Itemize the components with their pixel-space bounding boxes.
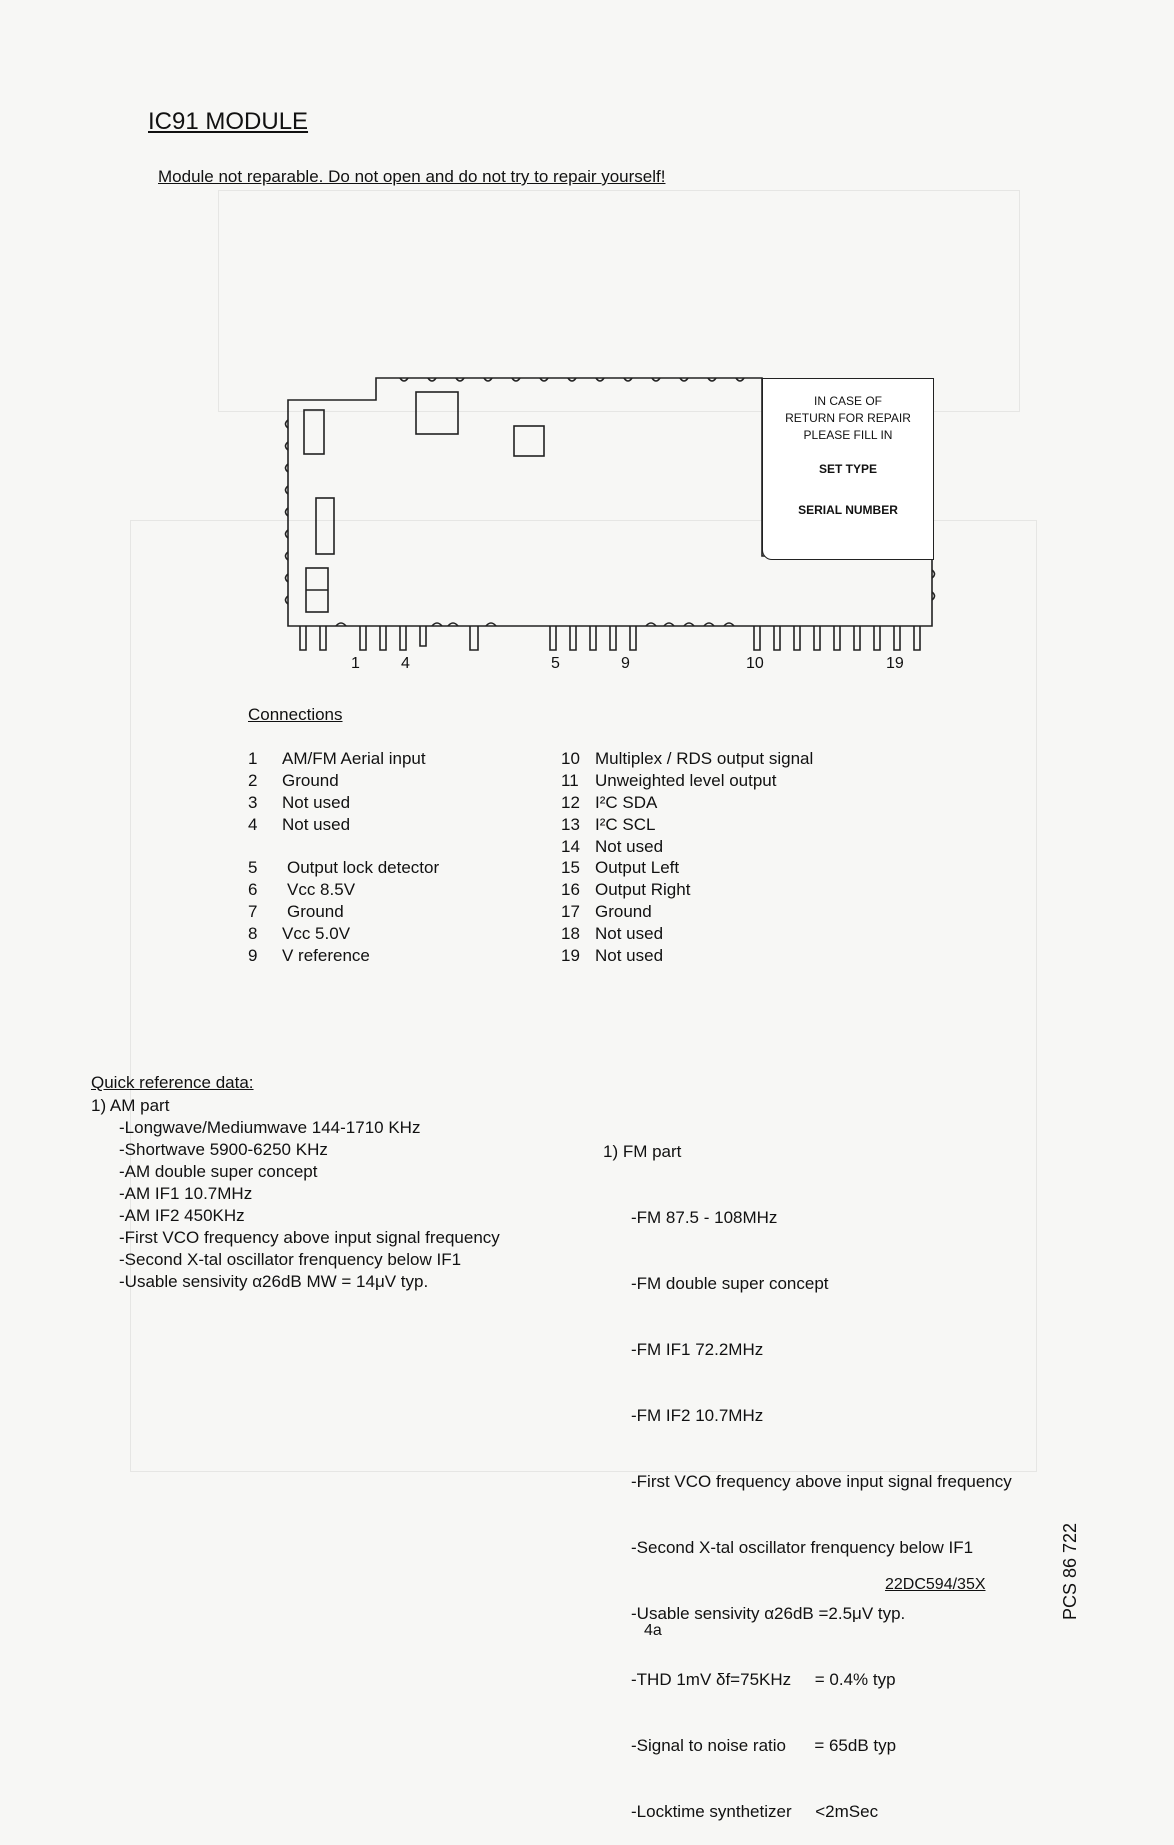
- am-spec-item: -AM IF1 10.7MHz: [119, 1184, 253, 1203]
- pin-function: Not used: [282, 793, 351, 812]
- pin-number: 6: [248, 880, 258, 899]
- pin-function: I²C SCL: [595, 815, 656, 834]
- pin-number: 10: [561, 749, 580, 768]
- pin-number: 17: [561, 902, 580, 921]
- connection-row: [561, 901, 652, 923]
- pin-function: I²C SDA: [595, 793, 658, 812]
- am-spec-item: -AM double super concept: [119, 1162, 318, 1181]
- pin-label-1: 1: [351, 655, 360, 672]
- page-number: 4a: [644, 1622, 662, 1639]
- repair-box-line3: PLEASE FILL IN: [803, 428, 893, 442]
- fm-spec-item: -Second X-tal oscillator frenquency below IF1: [631, 1538, 974, 1557]
- pin-number: 4: [248, 815, 258, 834]
- fm-spec-item: -Usable sensivity α26dB =2.5μV typ.: [631, 1604, 906, 1623]
- pin-function: Vcc 8.5V: [287, 880, 356, 899]
- fm-spec-item: -FM 87.5 - 108MHz: [631, 1208, 778, 1227]
- connection-row: [561, 879, 690, 901]
- connection-row: [561, 923, 663, 945]
- pin-number: 7: [248, 902, 258, 921]
- pin-number: 19: [561, 946, 580, 965]
- fm-spec-item: -Signal to noise ratio = 65dB typ: [631, 1736, 897, 1755]
- connection-row: [248, 945, 370, 967]
- pin-function: Not used: [595, 946, 664, 965]
- fm-spec-item: -FM double super concept: [631, 1274, 829, 1293]
- connection-row: [248, 879, 355, 901]
- fm-spec-item: -THD 1mV δf=75KHz = 0.4% typ: [631, 1670, 896, 1689]
- pin-label-9: 9: [621, 655, 630, 672]
- am-part-block: [91, 1095, 500, 1293]
- connection-row: [248, 770, 339, 792]
- pin-function: Ground: [595, 902, 652, 921]
- pin-number: 16: [561, 880, 580, 899]
- pin-function: Output Left: [595, 858, 680, 877]
- pin-function: Unweighted level output: [595, 771, 777, 790]
- am-spec-item: -AM IF2 450KHz: [119, 1206, 245, 1225]
- connection-row: [561, 857, 679, 879]
- pin-number: 13: [561, 815, 580, 834]
- pin-function: Not used: [595, 924, 664, 943]
- pin-label-10: 10: [746, 655, 764, 672]
- connection-row: [248, 923, 350, 945]
- pin-function: Not used: [595, 837, 664, 856]
- document-code: 22DC594/35X: [885, 1576, 986, 1593]
- pin-number: 8: [248, 924, 258, 943]
- connection-row: [561, 792, 657, 814]
- pin-function: Output Right: [595, 880, 691, 899]
- pin-number: 2: [248, 771, 258, 790]
- pin-number: 3: [248, 793, 258, 812]
- pin-label-5: 5: [551, 655, 560, 672]
- pin-number: 14: [561, 837, 580, 856]
- pin-label-4: 4: [401, 655, 410, 672]
- pin-function: V reference: [282, 946, 370, 965]
- fm-spec-item: -FM IF2 10.7MHz: [631, 1406, 764, 1425]
- pin-function: Multiplex / RDS output signal: [595, 749, 814, 768]
- connection-row: [248, 814, 350, 836]
- am-part-heading: 1) AM part: [91, 1096, 170, 1115]
- repair-warning: Module not reparable. Do not open and do not try to repair yourself!: [158, 167, 666, 186]
- am-spec-item: -Second X-tal oscillator frenquency below IF1: [119, 1250, 462, 1269]
- repair-info-box: [762, 378, 934, 560]
- pin-function: Ground: [282, 771, 339, 790]
- pin-number: 15: [561, 858, 580, 877]
- fm-spec-item: -First VCO frequency above input signal frequency: [631, 1472, 1012, 1491]
- connection-row: [248, 901, 344, 923]
- am-spec-item: -Longwave/Mediumwave 144-1710 KHz: [119, 1118, 421, 1137]
- pin-label-19: 19: [886, 655, 904, 672]
- pin-function: AM/FM Aerial input: [282, 749, 426, 768]
- pin-number: 12: [561, 793, 580, 812]
- am-spec-item: -Shortwave 5900-6250 KHz: [119, 1140, 328, 1159]
- connection-row: [248, 748, 426, 770]
- repair-box-line2: RETURN FOR REPAIR: [785, 411, 911, 425]
- fm-part-heading: 1) FM part: [603, 1142, 682, 1161]
- connections-heading: Connections: [248, 705, 343, 724]
- pin-function: Ground: [287, 902, 344, 921]
- repair-box-line1: IN CASE OF: [813, 394, 882, 408]
- quick-reference-heading: Quick reference data:: [91, 1073, 254, 1092]
- pin-number: 5: [248, 858, 258, 877]
- side-reference-code: PCS 86 722: [1060, 1522, 1080, 1620]
- pin-number: 1: [248, 749, 258, 768]
- connection-row: [561, 814, 655, 836]
- fm-spec-item: -Locktime synthetizer <2mSec: [631, 1802, 879, 1821]
- set-type-label: SET TYPE: [818, 462, 877, 476]
- connection-row: [561, 770, 776, 792]
- pin-function: Not used: [282, 815, 351, 834]
- fm-part-block: [603, 1097, 1012, 1845]
- connection-row: [561, 748, 813, 770]
- page-title: IC91 MODULE: [148, 108, 309, 135]
- connection-row: [248, 792, 350, 814]
- pin-number: 9: [248, 946, 258, 965]
- fm-spec-item: -FM IF1 72.2MHz: [631, 1340, 764, 1359]
- connection-row: [248, 857, 439, 879]
- am-spec-item: -Usable sensivity α26dB MW = 14μV typ.: [119, 1272, 429, 1291]
- serial-number-label: SERIAL NUMBER: [798, 503, 898, 517]
- pin-function: Output lock detector: [287, 858, 440, 877]
- pin-function: Vcc 5.0V: [282, 924, 351, 943]
- pin-number: 11: [561, 771, 579, 790]
- pin-number: 18: [561, 924, 580, 943]
- connection-row: [561, 836, 663, 858]
- am-spec-item: -First VCO frequency above input signal frequency: [119, 1228, 500, 1247]
- connection-row: [561, 945, 663, 967]
